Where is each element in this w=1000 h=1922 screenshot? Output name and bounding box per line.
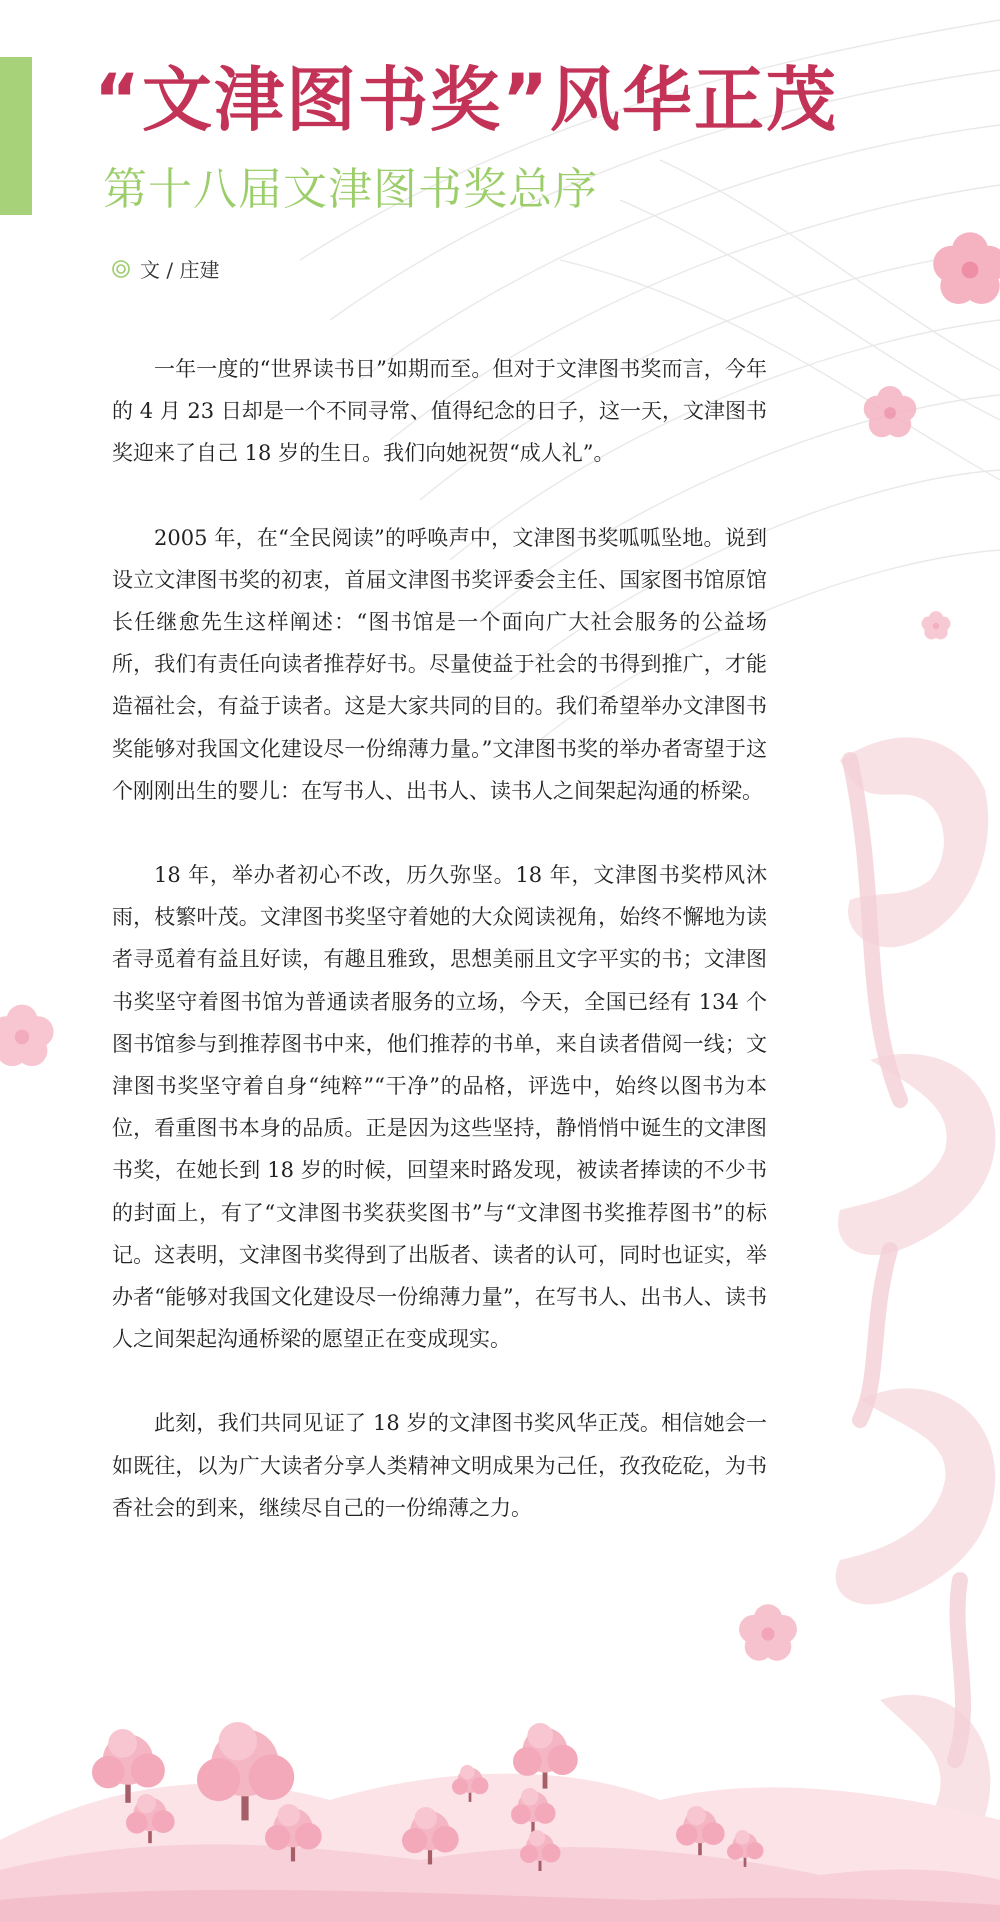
article-paragraph: 一年一度的“世界读书日”如期而至。但对于文津图书奖而言，今年的 4 月 23 日却是一个不同寻常、值得纪念的日子，这一天，文津图书奖迎来了自己 18 岁的生日。我们向她祝贺“成人礼”。: [112, 357, 767, 466]
double-circle-icon: [112, 260, 130, 278]
page-subtitle: 第十八届文津图书奖总序: [103, 164, 598, 215]
article-body: [112, 348, 767, 1571]
article-paragraph: 18 年，举办者初心不改，历久弥坚。18 年，文津图书奖栉风沐雨，枝繁叶茂。文津图书奖坚守着她的大众阅读视角，始终不懈地为读者寻觅着有益且好读，有趣且雅致，思想美丽且文字平实的书；文津图书奖坚守着图书馆为普通读者服务的立场，今天，全国已经有 134 个图书馆参与到推荐图书中来，他们推荐的书单，来自读者借阅一线；文津图书奖坚守着自身“纯粹”“干净”的品格，评选中，始终以图书为本位，看重图书本身的品质。正是因为这些坚持，静悄悄中诞生的文津图书奖，在她长到 18 岁的时候，回望来时路发现，被读者捧读的不少书的封面上，有了“文津图书奖获奖图书”与“文津图书奖推荐图书”的标记。这表明，文津图书奖得到了出版者、读者的认可，同时也证实，举办者“能够对我国文化建设尽一份绵薄力量”，在写书人、出书人、读书人之间架起沟通桥梁的愿望正在变成现实。: [112, 863, 767, 1352]
article-paragraph: 2005 年，在“全民阅读”的呼唤声中，文津图书奖呱呱坠地。说到设立文津图书奖的初衷，首届文津图书奖评委会主任、国家图书馆原馆长任继愈先生这样阐述：“图书馆是一个面向广大社会服务的公益场所，我们有责任向读者推荐好书。尽量使益于社会的书得到推广，才能造福社会，有益于读者。这是大家共同的目的。我们希望举办文津图书奖能够对我国文化建设尽一份绵薄力量。”文津图书奖的举办者寄望于这个刚刚出生的婴儿：在写书人、出书人、读书人之间架起沟通的桥梁。: [112, 525, 767, 803]
byline: [112, 254, 219, 283]
accent-bar: [0, 57, 32, 215]
page-title: “文津图书奖”风华正茂: [94, 59, 839, 141]
byline-text: 文 / 庄建: [140, 258, 220, 282]
article-paragraph: 此刻，我们共同见证了 18 岁的文津图书奖风华正茂。相信她会一如既往，以为广大读者分享人类精神文明成果为己任，孜孜矻矻，为书香社会的到来，继续尽自己的一份绵薄之力。: [112, 1411, 767, 1520]
